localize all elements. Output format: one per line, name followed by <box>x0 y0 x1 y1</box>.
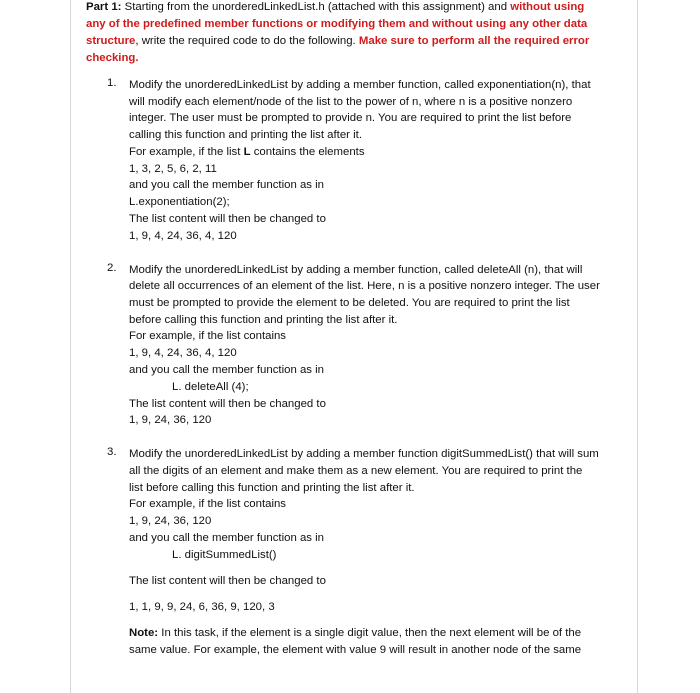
task-3-note-line-2: same value. For example, the element with value 9 will result in another node of the same <box>129 644 582 656</box>
task-2-line: delete all occurrences of an element of the list. Here, n is a positive nonzero integer. The user <box>129 280 600 292</box>
task-2-line: For example, if the list contains <box>129 330 287 342</box>
task-2-call: L. deleteAll (4); <box>172 381 249 393</box>
task-1-list-after: 1, 9, 4, 24, 36, 4, 120 <box>129 230 237 242</box>
task-1-line: integer. The user must be prompted to provide n. You are required to print the list before <box>129 112 572 124</box>
example-list-name: L <box>243 146 251 158</box>
task-3-list-after: 1, 1, 9, 9, 24, 6, 36, 9, 120, 3 <box>129 601 275 613</box>
note-text: In this task, if the element is a single digit value, then the next element will be of the <box>158 627 582 639</box>
part-label: Part 1: <box>86 1 122 13</box>
example-text: contains the elements <box>250 146 365 158</box>
task-1-call: L.exponentiation(2); <box>129 196 230 208</box>
intro-line-4: checking. <box>86 52 139 64</box>
task-1-line: Modify the unorderedLinkedList by adding a member function, called exponentiation(n), that <box>129 79 591 91</box>
intro-text: Starting from the unorderedLinkedList.h (attached with this assignment) and <box>121 1 511 13</box>
task-3-result-text: The list content will then be changed to <box>129 575 326 587</box>
task-1-call-text: and you call the member function as in <box>129 179 325 191</box>
task-3-line: all the digits of an element and make them as a new element. You are required to print the <box>129 465 583 477</box>
task-1-line: will modify each element/node of the list to the power of n, where n is a positive nonzero <box>129 96 573 108</box>
intro-emphasis: without using <box>510 1 585 13</box>
intro-line-1 <box>86 0 584 15</box>
task-2-line: Modify the unorderedLinkedList by adding a member function, called deleteAll (n), that will <box>129 264 583 276</box>
task-1-result-text: The list content will then be changed to <box>129 213 326 225</box>
task-3-line: For example, if the list contains <box>129 498 287 510</box>
task-3-note-line-1 <box>129 625 581 641</box>
intro-line-2: any of the predefined member functions or modifying them and without using any other data <box>86 18 588 30</box>
intro-emphasis: Make sure to perform all the required error <box>358 35 590 47</box>
task-2-list-after: 1, 9, 24, 36, 120 <box>129 414 212 426</box>
intro-emphasis: structure <box>86 35 136 47</box>
task-3-call: L. digitSummedList() <box>172 549 277 561</box>
task-1-number: 1. <box>107 77 117 89</box>
task-2-line: before calling this function and printing the list after it. <box>129 314 398 326</box>
intro-text: , write the required code to do the following. <box>135 35 359 47</box>
note-label: Note: <box>129 627 159 639</box>
task-3-list-before: 1, 9, 24, 36, 120 <box>129 515 212 527</box>
task-1-example <box>129 144 365 160</box>
task-3-call-text: and you call the member function as in <box>129 532 325 544</box>
task-1-list-before: 1, 3, 2, 5, 6, 2, 11 <box>129 163 217 175</box>
example-text: For example, if the list <box>129 146 244 158</box>
task-1-line: calling this function and printing the list after it. <box>129 129 363 141</box>
task-2-result-text: The list content will then be changed to <box>129 398 326 410</box>
intro-line-3 <box>86 33 589 49</box>
task-3-number: 3. <box>107 446 117 458</box>
task-3-line: Modify the unorderedLinkedList by adding a member function digitSummedList() that will sum <box>129 448 599 460</box>
task-2-line: must be prompted to provide the element to be deleted. You are required to print the list <box>129 297 570 309</box>
task-2-call-text: and you call the member function as in <box>129 364 325 376</box>
task-3-line: list before calling this function and printing the list after it. <box>129 482 415 494</box>
task-2-number: 2. <box>107 262 117 274</box>
task-2-list-before: 1, 9, 4, 24, 36, 4, 120 <box>129 347 237 359</box>
